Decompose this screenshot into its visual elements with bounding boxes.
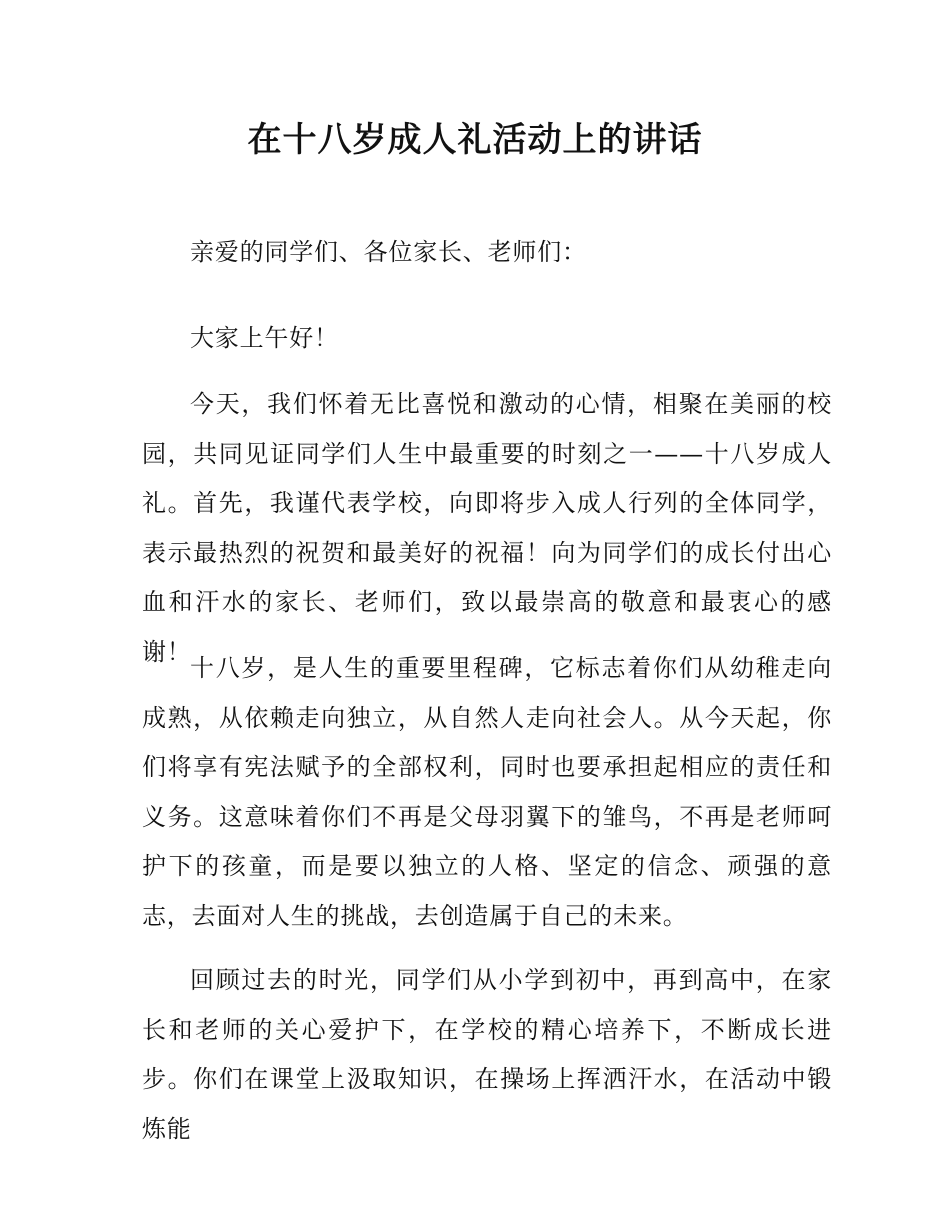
- greeting-paragraph: 大家上午好！: [190, 324, 339, 352]
- body-paragraph: 回顾过去的时光，同学们从小学到初中，再到高中，在家长和老师的关心爱护下，在学校的精心培养下，不断成长进步。你们在课堂上汲取知识，在操场上挥洒汗水，在活动中锻炼能: [142, 966, 832, 1143]
- body-paragraph: 今天，我们怀着无比喜悦和激动的心情，相聚在美丽的校园，共同见证同学们人生中最重要的时刻之一——十八岁成人礼。首先，我谨代表学校，向即将步入成人行列的全体同学，表示最热烈的祝贺和最美好的祝福！向为同学们的成长付出心血和汗水的家长、老师们，致以最崇高的敬意和最衷心的感谢！: [142, 390, 832, 666]
- document-title: 在十八岁成人礼活动上的讲话: [247, 120, 703, 160]
- salutation-paragraph: 亲爱的同学们、各位家长、老师们：: [190, 238, 587, 266]
- body-paragraph: 十八岁，是人生的重要里程碑，它标志着你们从幼稚走向成熟，从依赖走向独立，从自然人走向社会人。从今天起，你们将享有宪法赋予的全部权利，同时也要承担起相应的责任和义务。这意味着你们不再是父母羽翼下的雏鸟，不再是老师呵护下的孩童，而是要以独立的人格、坚定的信念、顽强的意志，去面对人生的挑战，去创造属于自己的未来。: [142, 654, 832, 930]
